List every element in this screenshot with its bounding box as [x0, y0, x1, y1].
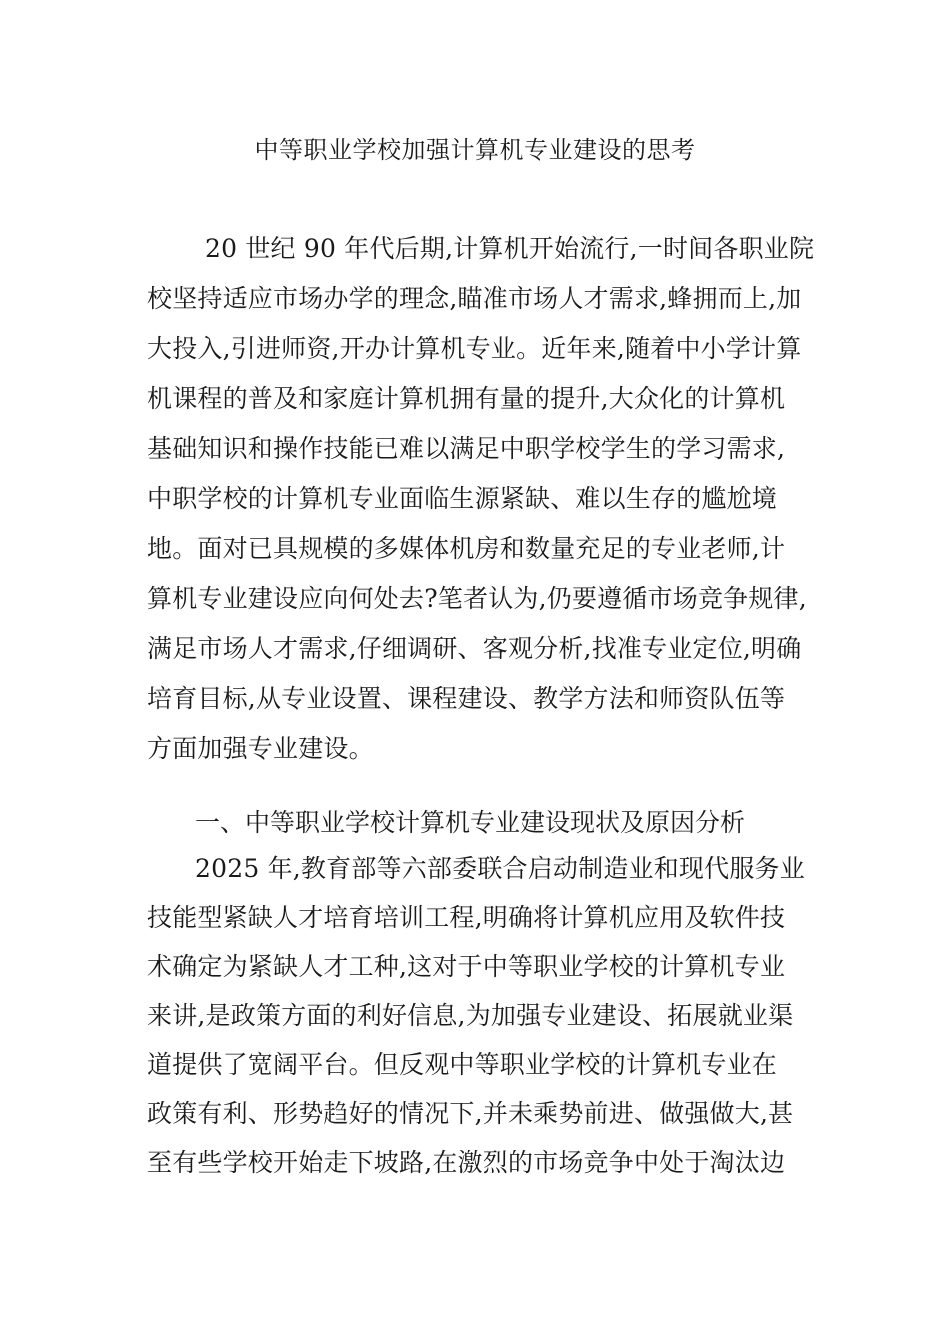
paragraph-section1	[147, 852, 807, 1195]
paragraph-line: 地。面对已具规模的多媒体机房和数量充足的专业老师,计	[147, 534, 786, 563]
paragraph-line: 中职学校的计算机专业面临生源紧缺、难以生存的尴尬境	[147, 484, 778, 513]
paragraph-line: 满足市场人才需求,仔细调研、客观分析,找准专业定位,明确	[147, 634, 802, 663]
paragraph-line: 基础知识和操作技能已难以满足中职学校学生的学习需求,	[147, 434, 786, 463]
paragraph-line: 术确定为紧缺人才工种,这对于中等职业学校的计算机专业	[147, 952, 786, 981]
paragraph-line: 2025 年,教育部等六部委联合启动制造业和现代服务业	[195, 854, 805, 883]
document-title: 中等职业学校加强计算机专业建设的思考	[254, 136, 696, 164]
paragraph-line: 20 世纪 90 年代后期,计算机开始流行,一时间各职业院	[205, 234, 815, 263]
section-heading: 一、中等职业学校计算机专业建设现状及原因分析	[195, 808, 746, 837]
paragraph-line: 技能型紧缺人才培育培训工程,明确将计算机应用及软件技	[147, 903, 786, 932]
paragraph-line: 培育目标,从专业设置、课程建设、教学方法和师资队伍等	[147, 684, 786, 713]
paragraph-line: 来讲,是政策方面的利好信息,为加强专业建设、拓展就业渠	[147, 1001, 794, 1030]
paragraph-line: 算机专业建设应向何处去?笔者认为,仍要遵循市场竞争规律,	[147, 584, 807, 613]
paragraph-line: 机课程的普及和家庭计算机拥有量的提升,大众化的计算机	[147, 384, 786, 413]
paragraph-line: 方面加强专业建设。	[147, 734, 374, 763]
paragraph-intro	[147, 232, 815, 782]
paragraph-line: 道提供了宽阔平台。但反观中等职业学校的计算机专业在	[147, 1050, 778, 1079]
paragraph-line: 校坚持适应市场办学的理念,瞄准市场人才需求,蜂拥而上,加	[147, 284, 802, 313]
paragraph-line: 大投入,引进师资,开办计算机专业。近年来,随着中小学计算	[147, 334, 802, 363]
paragraph-line: 政策有利、形势趋好的情况下,并未乘势前进、做强做大,甚	[147, 1099, 794, 1128]
paragraph-line: 至有些学校开始走下坡路,在激烈的市场竞争中处于淘汰边	[147, 1148, 786, 1177]
